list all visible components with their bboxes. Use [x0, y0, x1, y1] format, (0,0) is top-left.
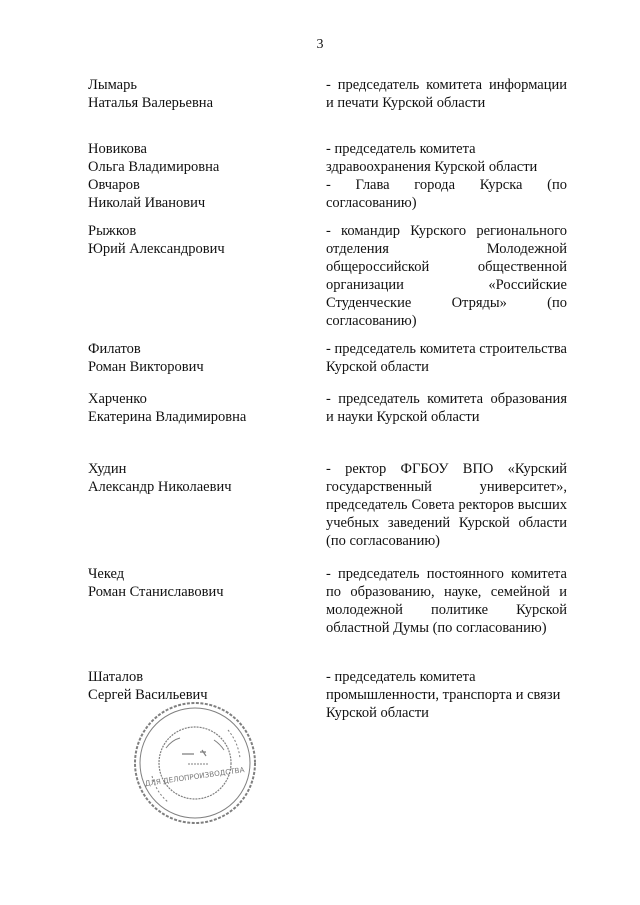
member-role: - ректор ФГБОУ ВПО «Курский государственный университет», председатель Совета ректоров высших учебных заведений Курской области (по согласованию) [326, 461, 567, 549]
member-surname: Овчаров [88, 177, 140, 193]
member-name [88, 460, 308, 496]
member-role: - председатель постоянного комитета по образованию, науке, семейной и молодежной политике Курской областной Думы (по согласованию) [326, 566, 567, 636]
member-role: - председатель комитета информации и печати Курской области [326, 77, 567, 111]
member-surname: Новикова [88, 141, 147, 157]
page-number: 3 [316, 37, 324, 52]
member-surname: Харченко [88, 391, 147, 407]
member-surname: Рыжков [88, 223, 137, 239]
member-surname: Шаталов [88, 669, 144, 685]
member-given-name: Роман Станиславович [88, 584, 224, 600]
round-seal-stamp [132, 700, 258, 826]
member-role: - председатель комитета промышленности, транспорта и связи Курской области [326, 669, 561, 721]
member-role: - Глава города Курска (по согласованию) [326, 177, 567, 211]
member-given-name: Сергей Васильевич [88, 687, 208, 703]
member-name [88, 222, 308, 258]
member-name [88, 140, 308, 176]
member-surname: Лымарь [88, 77, 137, 93]
member-name [88, 668, 308, 704]
member-role: - командир Курского регионального отделения Молодежной общероссийской общественной организации «Российские Студенческие Отряды» (по согласованию) [326, 223, 567, 329]
member-role: - председатель комитета здравоохранения Курской области [326, 141, 538, 175]
member-given-name: Николай Иванович [88, 195, 206, 211]
member-role: - председатель комитета строительства Курской области [326, 341, 567, 375]
member-name [88, 340, 308, 376]
stamp-text: ДЛЯ ДЕЛОПРОИЗВОДСТВА [144, 765, 245, 788]
member-given-name: Юрий Александрович [88, 241, 225, 257]
member-name [88, 565, 308, 601]
member-surname: Худин [88, 461, 127, 477]
member-given-name: Наталья Валерьевна [88, 95, 213, 111]
member-surname: Чекед [88, 566, 125, 582]
member-given-name: Александр Николаевич [88, 479, 232, 495]
member-name [88, 76, 308, 112]
member-name [88, 390, 308, 426]
member-name [88, 176, 308, 212]
member-surname: Филатов [88, 341, 141, 357]
member-given-name: Роман Викторович [88, 359, 204, 375]
member-given-name: Екатерина Владимировна [88, 409, 247, 425]
member-given-name: Ольга Владимировна [88, 159, 220, 175]
member-role: - председатель комитета образования и науки Курской области [326, 391, 567, 425]
